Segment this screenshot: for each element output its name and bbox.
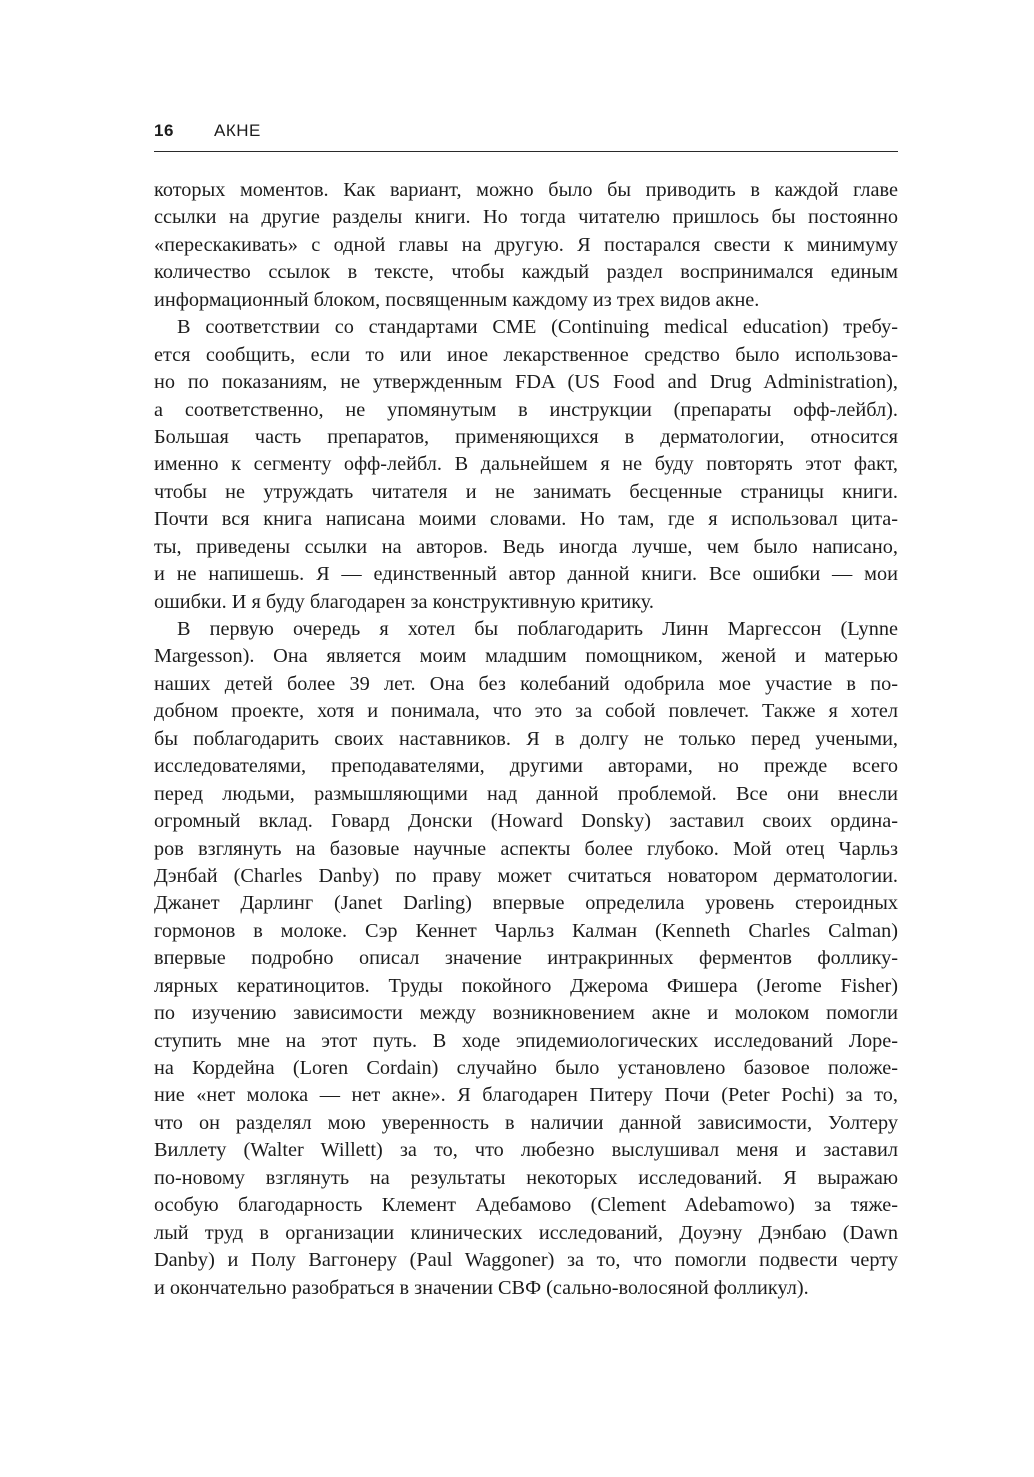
text-line: лярных кератиноцитов. Труды покойного Джерома Фишера (Jerome Fisher) bbox=[154, 974, 898, 997]
text-line: Почти вся книга написана моими словами. Но там, где я использовал цита- bbox=[154, 508, 898, 531]
text-line: Дэнбай (Charles Danby) по праву может считаться новатором дерматологии. bbox=[154, 864, 898, 887]
text-line: Margesson). Она является моим младшим помощником, женой и матерью bbox=[154, 645, 898, 668]
text-line: особую благодарность Клемент Адебамово (Clement Adebamowo) за тяже- bbox=[154, 1194, 898, 1217]
text-line: количество ссылок в тексте, чтобы каждый раздел воспринимался единым bbox=[154, 261, 898, 284]
text-line: огромный вклад. Говард Донски (Howard Donsky) заставил своих ордина- bbox=[154, 810, 898, 833]
text-line: ние «нет молока — нет акне». Я благодарен Питеру Почи (Peter Pochi) за то, bbox=[154, 1084, 898, 1107]
text-line: чтобы не утруждать читателя и не занимать бесценные страницы книги. bbox=[154, 480, 898, 503]
text-line: но по показаниям, не утвержденным FDA (US Food and Drug Administration), bbox=[154, 371, 898, 394]
running-title: АКНЕ bbox=[214, 121, 261, 140]
text-line: перед людьми, размышляющими над данной проблемой. Все они внесли bbox=[154, 782, 898, 805]
page-number: 16 bbox=[154, 121, 174, 140]
text-line: Большая часть препаратов, применяющихся в дерматологии, относится bbox=[154, 425, 898, 448]
text-line: Виллету (Walter Willett) за то, что любезно выслушивал меня и заставил bbox=[154, 1139, 898, 1162]
text-line: по изучению зависимости между возникновением акне и молоком помогли bbox=[154, 1002, 898, 1025]
running-head bbox=[154, 119, 898, 152]
text-line: впервые подробно описал значение интракринных ферментов фоллику- bbox=[154, 947, 898, 970]
text-line: которых моментов. Как вариант, можно было бы приводить в каждой главе bbox=[154, 179, 898, 201]
text-line: ошибки. И я буду благодарен за конструктивную критику. bbox=[154, 590, 654, 613]
text-line: добном проекте, хотя и понимала, что это за собой повлечет. Также я хотел bbox=[154, 700, 898, 723]
text-line: ется сообщить, если то или иное лекарственное средство было использова- bbox=[154, 343, 898, 366]
text-line: гормонов в молоке. Сэр Кеннет Чарльз Калман (Kenneth Charles Calman) bbox=[154, 919, 898, 942]
body-text bbox=[154, 177, 898, 1302]
text-line: по-новому взглянуть на результаты некоторых исследований. Я выражаю bbox=[154, 1166, 898, 1189]
text-line: на Кордейна (Loren Cordain) случайно было установлено базовое положе- bbox=[154, 1057, 898, 1079]
text-line: наших детей более 39 лет. Она без колебаний одобрила мое участие в по- bbox=[154, 672, 898, 695]
text-line: и не напишешь. Я — единственный автор данной книги. Все ошибки — мои bbox=[154, 563, 898, 586]
text-line: бы поблагодарить своих наставников. Я в долгу не только перед учеными, bbox=[154, 727, 898, 750]
text-line: исследователями, преподавателями, другими авторами, но прежде всего bbox=[154, 755, 898, 778]
text-line: ссылки на другие разделы книги. Но тогда читателю пришлось бы постоянно bbox=[154, 206, 898, 229]
text-line: ступить мне на этот путь. В ходе эпидемиологических исследований Лоре- bbox=[154, 1029, 898, 1052]
text-line: ты, приведены ссылки на авторов. Ведь иногда лучше, чем было написано, bbox=[154, 535, 898, 558]
text-line: В первую очередь я хотел бы поблагодарить Линн Маргессон (Lynne bbox=[177, 618, 898, 640]
text-line: «перескакивать» с одной главы на другую. Я постарался свести к минимуму bbox=[154, 233, 898, 256]
text-line: а соответственно, не упомянутым в инструкции (препараты офф-лейбл). bbox=[154, 398, 898, 421]
text-line: ров взглянуть на базовые научные аспекты более глубоко. Мой отец Чарльз bbox=[154, 837, 898, 860]
paragraph bbox=[154, 616, 898, 1302]
paragraph bbox=[154, 177, 898, 314]
text-line: Danby) и Полу Ваггонеру (Paul Waggoner) за то, что помогли подвести черту bbox=[154, 1249, 898, 1272]
text-line: и окончательно разобраться в значении СВФ (сально-волосяной фолликул). bbox=[154, 1276, 809, 1299]
text-line: что он разделял мою уверенность в наличии данной зависимости, Уолтеру bbox=[154, 1111, 898, 1134]
text-line: именно к сегменту офф-лейбл. В дальнейшем я не буду повторять этот факт, bbox=[154, 453, 898, 476]
text-line: В соответствии со стандартами CME (Continuing medical education) требу- bbox=[177, 316, 898, 339]
paragraph bbox=[154, 314, 898, 616]
text-line: лый труд в организации клинических исследований, Доуэну Дэнбаю (Dawn bbox=[154, 1221, 898, 1244]
text-line: Джанет Дарлинг (Janet Darling) впервые определила уровень стероидных bbox=[154, 892, 898, 915]
text-line: информационный блоком, посвященным каждому из трех видов акне. bbox=[154, 288, 760, 311]
